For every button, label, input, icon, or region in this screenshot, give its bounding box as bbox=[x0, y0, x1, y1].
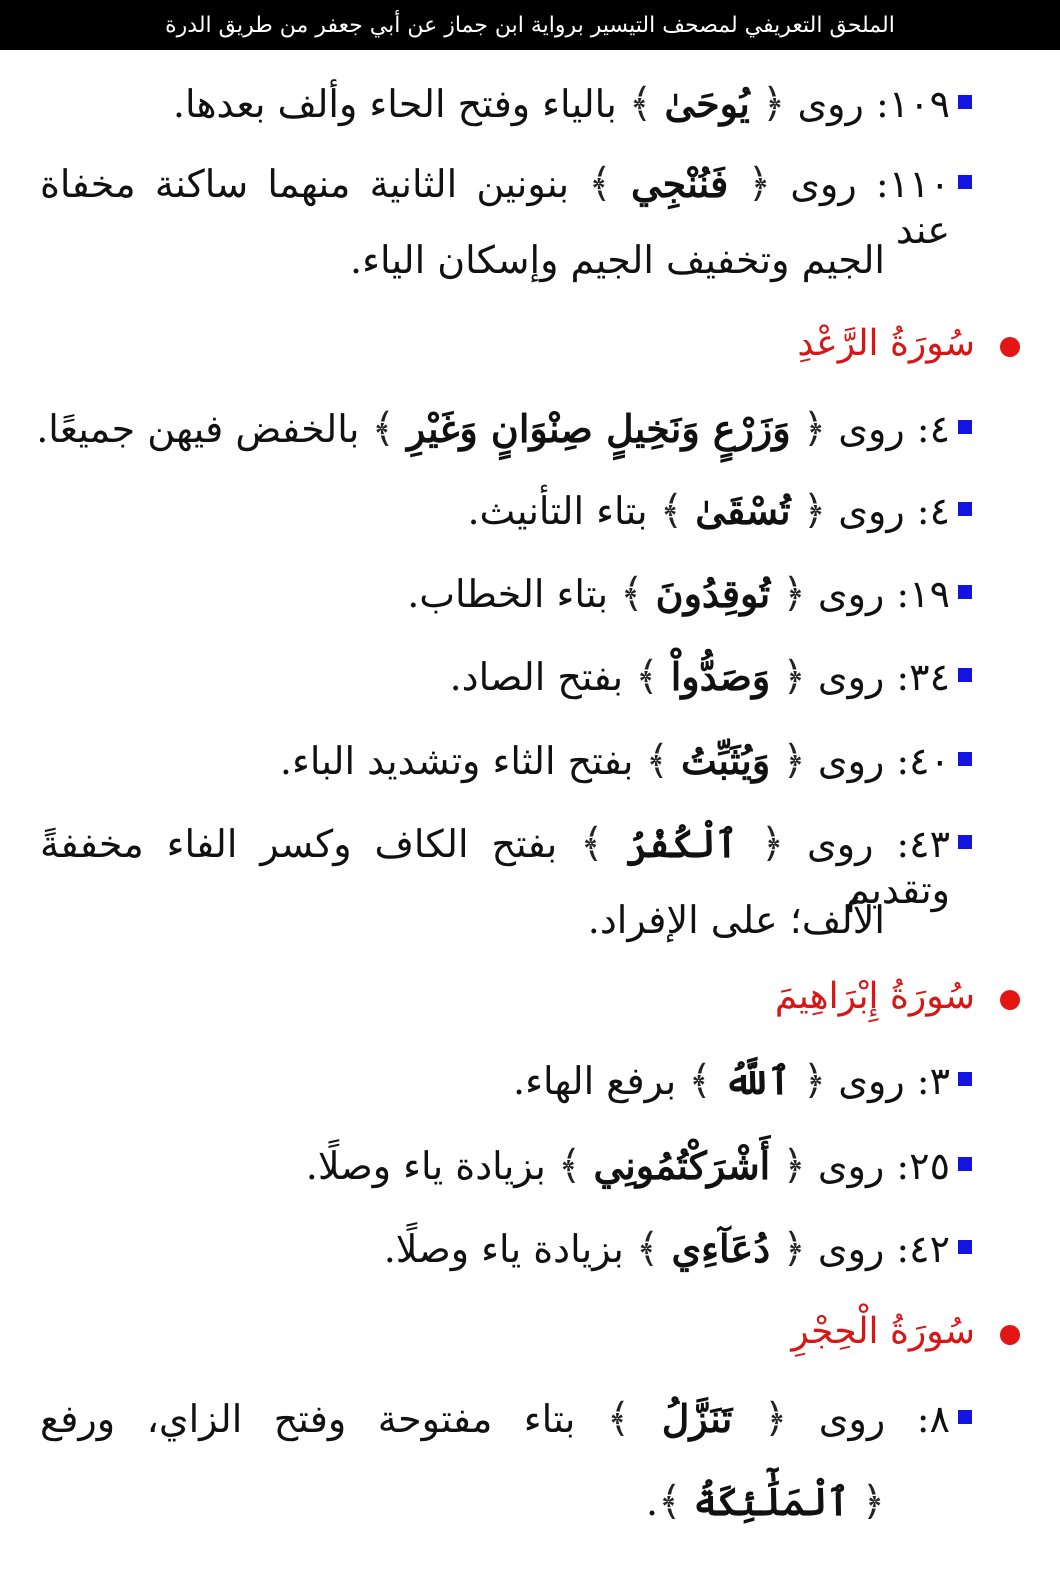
open-ornate-bracket: ﴿ bbox=[802, 406, 827, 452]
bullet-dot bbox=[1000, 990, 1020, 1010]
bullet-square bbox=[958, 420, 972, 434]
bullet-square bbox=[958, 1410, 972, 1424]
verse-number: ٤٠ bbox=[909, 739, 950, 783]
entry-line: ٤٣: روى ﴿ ٱلْكُفْرُ ﴾ بفتح الكاف وكسر الفاء مخففةً وتقديم bbox=[40, 821, 950, 912]
open-ornate-bracket: ﴿ bbox=[761, 81, 786, 127]
open-ornate-bracket: ﴿ bbox=[763, 1396, 788, 1442]
open-ornate-bracket: ﴿ bbox=[782, 571, 806, 617]
quran-word: وَصَدُّواْ bbox=[670, 654, 771, 699]
reading-note: بزيادة ياء وصلًا. bbox=[305, 1144, 546, 1188]
close-ornate-bracket: ﴾ bbox=[658, 1479, 682, 1525]
verse-number: ٤ bbox=[929, 489, 950, 533]
surah-title bbox=[791, 1310, 975, 1353]
entry-line: ٤٠: روى ﴿ وَيُثَبِّتُ ﴾ بفتح الثاء وتشديد الباء. bbox=[279, 738, 950, 784]
quran-word: وَزَرْعٍ وَنَخِيلٍ صِنْوَانٍ وَغَيْرِ bbox=[407, 406, 791, 451]
close-ornate-bracket: ﴾ bbox=[645, 738, 669, 784]
verse-number: ٨ bbox=[929, 1397, 950, 1441]
close-ornate-bracket: ﴾ bbox=[588, 161, 612, 207]
reading-note: بفتح الصاد. bbox=[449, 655, 624, 699]
verse-number: ٤٢ bbox=[909, 1227, 950, 1271]
reading-note: بتاء مفتوحة وفتح الزاي، ورفع bbox=[40, 1397, 576, 1441]
close-ornate-bracket: ﴾ bbox=[635, 654, 659, 700]
bullet-square bbox=[958, 1157, 972, 1171]
quran-word: ٱلْمَلَٰٓئِكَةُ bbox=[693, 1479, 850, 1524]
close-ornate-bracket: ﴾ bbox=[606, 1396, 631, 1442]
quran-word: تُوقِدُونَ bbox=[655, 571, 771, 616]
surah-title-text: سُورَةُ الرَّعْدِ bbox=[797, 323, 975, 364]
verse-number: ٣ bbox=[929, 1059, 950, 1103]
close-ornate-bracket: ﴾ bbox=[371, 406, 395, 452]
reading-note: برفع الهاء. bbox=[513, 1059, 677, 1103]
open-ornate-bracket: ﴿ bbox=[782, 1143, 806, 1189]
entry-line: ٨: روى ﴿ تَنَزَّلُ ﴾ بتاء مفتوحة وفتح الزاي، ورفع bbox=[40, 1396, 950, 1442]
page-header-title: الملحق التعريفي لمصحف التيسير برواية ابن جماز عن أبي جعفر من طريق الدرة bbox=[165, 12, 895, 38]
entry-line: ٢٥: روى ﴿ أَشْرَكْتُمُونِي ﴾ بزيادة ياء وصلًا. bbox=[305, 1143, 950, 1189]
bullet-square bbox=[958, 175, 972, 189]
surah-title-text: سُورَةُ إِبْرَاهِيمَ bbox=[774, 976, 975, 1017]
reading-note-continued: الألف؛ على الإفراد. bbox=[587, 898, 885, 942]
open-ornate-bracket: ﴿ bbox=[782, 738, 806, 784]
entry-continuation bbox=[40, 238, 885, 284]
entry-line: ٤: روى ﴿ تُسْقَىٰ ﴾ بتاء التأنيث. bbox=[467, 488, 950, 534]
close-ornate-bracket: ﴾ bbox=[659, 488, 684, 534]
quran-word: وَيُثَبِّتُ bbox=[681, 738, 771, 783]
close-ornate-bracket: ﴾ bbox=[580, 821, 604, 867]
reading-note: بفتح الثاء وتشديد الباء. bbox=[279, 739, 634, 783]
verse-number: ٤٣ bbox=[909, 822, 950, 866]
close-ornate-bracket: ﴾ bbox=[688, 1058, 712, 1104]
quran-word: يُوحَىٰ bbox=[664, 81, 750, 126]
quran-word: تُسْقَىٰ bbox=[695, 488, 791, 533]
close-ornate-bracket: ﴾ bbox=[557, 1143, 582, 1189]
surah-title bbox=[775, 975, 975, 1018]
surah-title bbox=[797, 322, 975, 365]
reading-note: بالخفض فيهن جميعًا. bbox=[36, 407, 360, 451]
reading-note: بتاء التأنيث. bbox=[467, 489, 648, 533]
quran-word: أَشْرَكْتُمُونِي bbox=[593, 1143, 771, 1188]
bullet-square bbox=[958, 502, 972, 516]
open-ornate-bracket: ﴿ bbox=[802, 1058, 827, 1104]
quran-word: تَنَزَّلُ bbox=[661, 1396, 733, 1441]
reading-note-continued: الجيم وتخفيف الجيم وإسكان الياء. bbox=[350, 238, 885, 282]
reading-note: بتاء الخطاب. bbox=[407, 572, 609, 616]
quran-word: فَنُنْجِي bbox=[631, 161, 729, 206]
quran-word: ٱللَّهُ bbox=[723, 1058, 791, 1103]
close-ornate-bracket: ﴾ bbox=[620, 571, 644, 617]
verse-number: ١١٠ bbox=[888, 162, 950, 206]
entry-line: ٣: روى ﴿ ٱللَّهُ ﴾ برفع الهاء. bbox=[513, 1058, 950, 1104]
entry-line: ٤٢: روى ﴿ دُعَآءِي ﴾ بزيادة ياء وصلًا. bbox=[383, 1226, 950, 1272]
reading-note: بنونين الثانية منهما ساكنة مخفاة عند bbox=[40, 162, 950, 252]
bullet-square bbox=[958, 585, 972, 599]
reading-note: بفتح الكاف وكسر الفاء مخففةً وتقديم bbox=[40, 822, 950, 912]
entry-line: ٤: روى ﴿ وَزَرْعٍ وَنَخِيلٍ صِنْوَانٍ وَغَيْرِ ﴾ بالخفض فيهن جميعًا. bbox=[36, 406, 950, 452]
bullet-square bbox=[958, 752, 972, 766]
verse-number: ١٠٩ bbox=[888, 82, 950, 126]
bullet-dot bbox=[1000, 337, 1020, 357]
bullet-square bbox=[958, 668, 972, 682]
open-ornate-bracket: ﴿ bbox=[782, 1226, 806, 1272]
entry-continuation bbox=[40, 898, 885, 944]
bullet-square bbox=[958, 1072, 972, 1086]
open-ornate-bracket: ﴿ bbox=[747, 161, 771, 207]
verse-number: ٢٥ bbox=[909, 1144, 950, 1188]
surah-title-text: سُورَةُ الْحِجْرِ bbox=[791, 1311, 975, 1352]
quran-word: ٱلْكُفْرُ bbox=[626, 821, 738, 866]
entry-continuation: ﴿ ٱلْمَلَٰٓئِكَةُ ﴾. bbox=[645, 1479, 885, 1525]
entry-line: ١١٠: روى ﴿ فَنُنْجِي ﴾ بنونين الثانية منهما ساكنة مخفاة عند bbox=[40, 161, 950, 252]
bullet-square bbox=[958, 95, 972, 109]
verse-number: ١٩ bbox=[909, 572, 950, 616]
open-ornate-bracket: ﴿ bbox=[760, 821, 785, 867]
reading-note: بزيادة ياء وصلًا. bbox=[383, 1227, 624, 1271]
bullet-square bbox=[958, 1240, 972, 1254]
verse-number: ٣٤ bbox=[909, 655, 950, 699]
open-ornate-bracket: ﴿ bbox=[782, 654, 806, 700]
close-ornate-bracket: ﴾ bbox=[628, 81, 653, 127]
bullet-square bbox=[958, 835, 972, 849]
open-ornate-bracket: ﴿ bbox=[861, 1479, 885, 1525]
reading-note: بالياء وفتح الحاء وألف بعدها. bbox=[172, 82, 617, 126]
bullet-dot bbox=[1000, 1325, 1020, 1345]
verse-number: ٤ bbox=[929, 407, 950, 451]
close-ornate-bracket: ﴾ bbox=[635, 1226, 660, 1272]
entry-line: ٣٤: روى ﴿ وَصَدُّواْ ﴾ بفتح الصاد. bbox=[449, 654, 950, 700]
entry-line: ١٠٩: روى ﴿ يُوحَىٰ ﴾ بالياء وفتح الحاء وألف بعدها. bbox=[172, 81, 950, 127]
open-ornate-bracket: ﴿ bbox=[802, 488, 827, 534]
quran-word: دُعَآءِي bbox=[671, 1226, 771, 1271]
entry-line: ١٩: روى ﴿ تُوقِدُونَ ﴾ بتاء الخطاب. bbox=[407, 571, 950, 617]
